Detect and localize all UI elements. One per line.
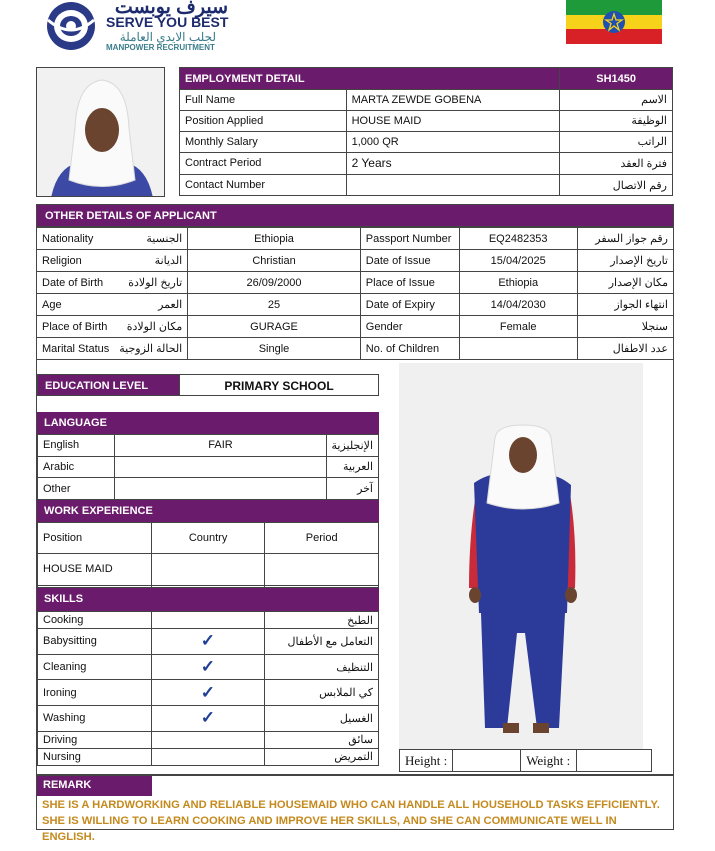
weight-value: [577, 750, 652, 772]
issue-date-value: 15/04/2025: [459, 250, 577, 272]
work-experience-header: WORK EXPERIENCE: [37, 500, 379, 522]
employment-row: [180, 175, 673, 196]
expiry-label-ar: انتهاء الجواز: [577, 294, 673, 316]
work-position: HOUSE MAID: [38, 554, 152, 585]
cleaning-check-icon: ✓: [151, 654, 264, 680]
driving-label-ar: سائق: [265, 731, 379, 748]
applicant-portrait-photo: [36, 67, 165, 197]
babysitting-label: Babysitting: [38, 629, 152, 655]
nursing-check-icon: [151, 748, 264, 765]
employment-row: [180, 152, 673, 174]
work-experience-table: [37, 522, 379, 588]
arabic-label: Arabic: [38, 456, 115, 478]
birthplace-label: Place of Birth: [37, 316, 115, 338]
birthplace-label-ar: مكان الولادة: [114, 316, 187, 338]
washing-label-ar: الغسيل: [265, 706, 379, 732]
other-language-label-ar: آخر: [326, 478, 379, 500]
arabic-level: [115, 456, 326, 478]
col-position: Position: [38, 523, 152, 554]
height-value: [453, 750, 521, 772]
work-row: [38, 554, 379, 585]
religion-label: Religion: [37, 250, 115, 272]
issue-place-value: Ethiopia: [459, 272, 577, 294]
employment-row: [180, 110, 673, 131]
ironing-check-icon: ✓: [151, 680, 264, 706]
col-period: Period: [265, 523, 379, 554]
full-name-value: MARTA ZEWDE GOBENA: [346, 90, 560, 111]
other-language-level: [115, 478, 326, 500]
employment-header: EMPLOYMENT DETAIL: [180, 68, 560, 90]
employment-row: [180, 131, 673, 152]
height-label: Height :: [400, 750, 453, 772]
expiry-value: 14/04/2030: [459, 294, 577, 316]
passport-value: EQ2482353: [459, 228, 577, 250]
remark-header: REMARK: [36, 775, 152, 796]
candidate-code: SH1450: [560, 68, 673, 90]
skill-row: [38, 706, 379, 732]
skills-table: [37, 611, 379, 766]
full-name-label-ar: الاسم: [560, 90, 673, 111]
dob-label-ar: تاريخ الولادة: [114, 272, 187, 294]
nationality-label: Nationality: [37, 228, 115, 250]
weight-label: Weight :: [521, 750, 577, 772]
work-header-row: [38, 523, 379, 554]
issue-date-label-ar: تاريخ الإصدار: [577, 250, 673, 272]
issue-place-label-ar: مكان الإصدار: [577, 272, 673, 294]
skills-header: SKILLS: [37, 588, 379, 611]
position-label: Position Applied: [180, 110, 347, 131]
issue-place-label: Place of Issue: [360, 272, 459, 294]
measurements-table: [399, 749, 652, 772]
details-row: [37, 294, 674, 316]
employment-detail-table: [179, 67, 673, 196]
details-row: [37, 316, 674, 338]
salary-value: 1,000 QR: [346, 131, 560, 152]
children-label: No. of Children: [360, 338, 459, 360]
nationality-value: Ethiopia: [188, 228, 361, 250]
cleaning-label: Cleaning: [38, 654, 152, 680]
english-label: English: [38, 435, 115, 457]
details-row: [37, 272, 674, 294]
cooking-label-ar: الطبخ: [265, 612, 379, 629]
gender-value: Female: [459, 316, 577, 338]
skill-row: [38, 680, 379, 706]
position-value: HOUSE MAID: [346, 110, 560, 131]
applicant-full-body-photo: [399, 363, 643, 749]
work-country: [151, 554, 265, 585]
language-row: [38, 456, 379, 478]
marital-label: Marital Status: [37, 338, 115, 360]
employment-row: [180, 90, 673, 111]
language-row: [38, 435, 379, 457]
washing-check-icon: ✓: [151, 706, 264, 732]
cooking-label: Cooking: [38, 612, 152, 629]
full-name-label: Full Name: [180, 90, 347, 111]
expiry-label: Date of Expiry: [360, 294, 459, 316]
contact-value: [346, 175, 560, 196]
nationality-label-ar: الجنسية: [114, 228, 187, 250]
skill-row: [38, 654, 379, 680]
babysitting-label-ar: التعامل مع الأطفال: [265, 629, 379, 655]
work-period: [265, 554, 379, 585]
marital-label-ar: الحالة الزوجية: [114, 338, 187, 360]
education-value: PRIMARY SCHOOL: [180, 374, 379, 396]
babysitting-check-icon: ✓: [151, 629, 264, 655]
salary-label: Monthly Salary: [180, 131, 347, 152]
contact-label: Contact Number: [180, 175, 347, 196]
driving-label: Driving: [38, 731, 152, 748]
children-label-ar: عدد الاطفال: [577, 338, 673, 360]
language-header: LANGUAGE: [37, 412, 379, 434]
religion-value: Christian: [188, 250, 361, 272]
arabic-label-ar: العربية: [326, 456, 379, 478]
language-table: [37, 434, 379, 500]
dob-value: 26/09/2000: [188, 272, 361, 294]
other-details-table: [36, 227, 674, 360]
ethiopia-flag-icon: [566, 0, 662, 44]
ironing-label: Ironing: [38, 680, 152, 706]
nursing-label: Nursing: [38, 748, 152, 765]
gender-label-ar: سنجلا: [577, 316, 673, 338]
other-language-label: Other: [38, 478, 115, 500]
cooking-check-icon: [151, 612, 264, 629]
age-label: Age: [37, 294, 115, 316]
age-label-ar: العمر: [114, 294, 187, 316]
language-row: [38, 478, 379, 500]
details-row: [37, 338, 674, 360]
details-row: [37, 250, 674, 272]
skill-row: [38, 629, 379, 655]
cleaning-label-ar: التنظيف: [265, 654, 379, 680]
age-value: 25: [188, 294, 361, 316]
marital-value: Single: [188, 338, 361, 360]
passport-label-ar: رقم جواز السفر: [577, 228, 673, 250]
birthplace-value: GURAGE: [188, 316, 361, 338]
remark-text: SHE IS A HARDWORKING AND RELIABLE HOUSEMAID WHO CAN HANDLE ALL HOUSEHOLD TASKS EFFICIENTLY. SHE IS WILLING TO LEARN COOKING AND IMPROVE HER SKILLS, AND SHE CAN COMMUNICATE WELL IN ENGLISH.: [42, 799, 660, 843]
dob-label: Date of Birth: [37, 272, 115, 294]
nursing-label-ar: التمريض: [265, 748, 379, 765]
logo-mark-icon: [40, 0, 102, 52]
salary-label-ar: الراتب: [560, 131, 673, 152]
other-details-header: OTHER DETAILS OF APPLICANT: [36, 204, 674, 227]
company-logo: [40, 0, 230, 55]
ironing-label-ar: كي الملابس: [265, 680, 379, 706]
brand-arabic-name: سيرف يوبست: [114, 0, 228, 18]
english-label-ar: الإنجليزية: [326, 435, 379, 457]
religion-label-ar: الديانة: [114, 250, 187, 272]
details-row: [37, 228, 674, 250]
children-value: [459, 338, 577, 360]
issue-date-label: Date of Issue: [360, 250, 459, 272]
skill-row: [38, 612, 379, 629]
washing-label: Washing: [38, 706, 152, 732]
skill-row: [38, 731, 379, 748]
contract-value: 2 Years: [346, 152, 560, 174]
driving-check-icon: [151, 731, 264, 748]
gender-label: Gender: [360, 316, 459, 338]
contract-label: Contract Period: [180, 152, 347, 174]
contact-label-ar: رقم الاتصال: [560, 175, 673, 196]
education-label: EDUCATION LEVEL: [37, 374, 180, 396]
brand-tagline: MANPOWER RECRUITMENT: [106, 43, 215, 52]
brand-name: SERVE YOU BEST: [106, 14, 229, 30]
english-level: FAIR: [115, 435, 326, 457]
position-label-ar: الوظيفة: [560, 110, 673, 131]
contract-label-ar: فترة العقد: [560, 152, 673, 174]
brand-arabic-tagline: لجلب الايدي العاملة: [119, 30, 216, 44]
passport-label: Passport Number: [360, 228, 459, 250]
measurements-row: [400, 750, 652, 772]
skill-row: [38, 748, 379, 765]
col-country: Country: [151, 523, 265, 554]
